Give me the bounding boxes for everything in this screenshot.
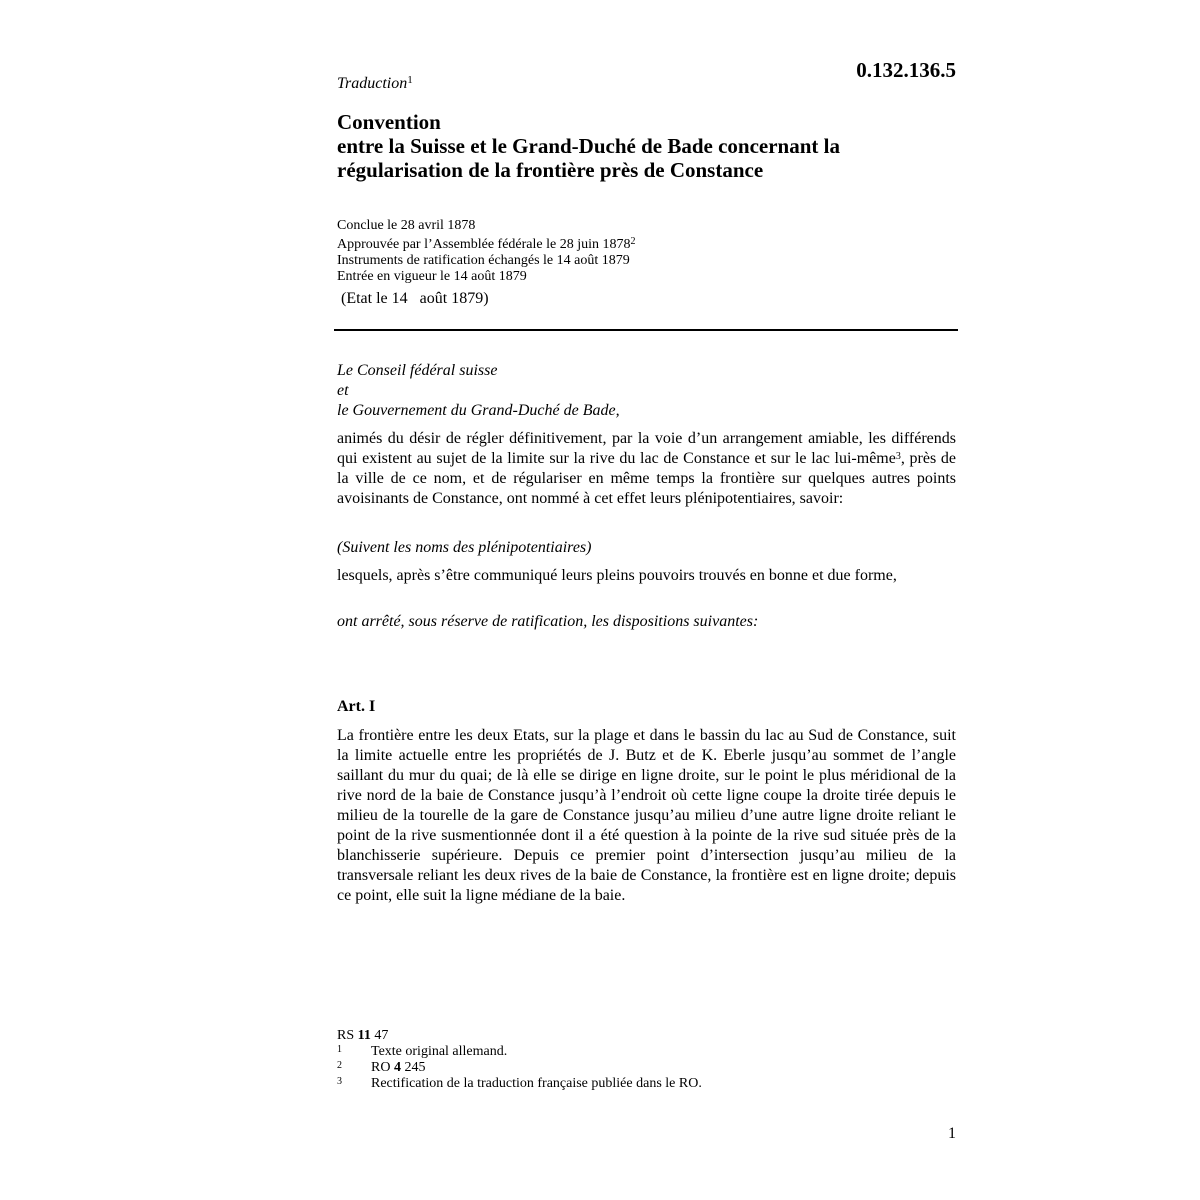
document-metadata [337,218,957,285]
preamble-plenipotentiaries: (Suivent les noms des plénipotentiaires) [337,539,592,556]
traduction-text: Traduction [337,75,408,92]
preamble-resolution: ont arrêté, sous réserve de ratification, les dispositions suivantes: [337,613,759,630]
title-line-3: régularisation de la frontière près de Constance [337,158,764,182]
footnote-1 [337,1044,957,1060]
meta-approuvee-text: Approuvée par l’Assemblée fédérale le 28 juin 1878 [337,237,631,252]
meta-entree: Entrée en vigueur le 14 août 1879 [337,269,527,284]
footnote-ref-2: 2 [630,236,636,247]
page-number: 1 [948,1125,956,1142]
footnote-text: Rectification de la traduction française publiée dans le RO. [371,1076,702,1091]
article-1-body: La frontière entre les deux Etats, sur la plage et dans le bassin du lac au Sud de Constance, suit la limite actuelle entre les propriétés de J. Butz et de K. Eberle jusqu’au sommet de l’angle saillant du mur du quai; de là elle se dirige en ligne droite, sur le point le plus méridional de la rive nord de la baie de Constance jusqu’à l’endroit où cette ligne coupe la droite tirée depuis le milieu de la tourelle de la gare de Constance jusqu’au milieu d’une autre ligne droite reliant le point de la rive susmentionnée dont il a été question à la pointe de la rive sud située près de la blanchisserie supérieure. Depuis ce premier point d’intersection jusqu’au milieu de la transversale reliant les deux rives de la baie de Constance, la frontière est en ligne droite; depuis ce point, elle suit la ligne médiane de la baie. [337,727,956,904]
footnote-number: 2 [337,1060,342,1071]
rs-prefix: RS [337,1028,355,1043]
ro-page: 245 [404,1060,426,1075]
document-title [337,110,957,182]
footnote-rs-reference [337,1027,957,1044]
party-conjunction: et [337,382,349,399]
party-swiss: Le Conseil fédéral suisse [337,362,498,379]
ro-volume: 4 [393,1060,401,1075]
title-line-2: entre la Suisse et le Grand-Duché de Bade concernant la [337,134,840,158]
footnote-text: Texte original allemand. [371,1044,508,1059]
state-date: (Etat le 14 août 1879) [341,290,489,307]
footnote-text [371,1060,957,1076]
ro-prefix: RO [371,1060,391,1075]
preamble-p1-after: , près de la ville de ce nom, et de régulariser en même temps la frontière sur quelques autres points avoisinants de Constance, ont nommé à cet effet leurs plénipotentiaires, savoir: [337,450,956,507]
rs-volume: 11 [357,1028,371,1043]
rs-page: 47 [374,1028,389,1043]
article-1-heading: Art. I [337,698,376,715]
footnote-ref-3: 3 [895,451,901,462]
preamble-parties [337,361,957,421]
title-line-1: Convention [337,110,441,134]
preamble-p1-before: animés du désir de régler définitivement, par la voie d’un arrangement amiable, les différends qui existent au sujet de la limite sur la rive du lac de Constance et sur le lac lui-même [337,430,956,467]
footnote-number: 1 [337,1044,342,1055]
traduction-label [337,74,413,93]
rs-number: 0.132.136.5 [856,58,956,82]
footnote-2 [337,1060,957,1076]
party-baden: le Gouvernement du Grand-Duché de Bade, [337,402,620,419]
meta-conclue: Conclue le 28 avril 1878 [337,218,476,233]
header-divider [334,329,958,331]
footnotes [337,1027,957,1092]
footnote-3 [337,1076,957,1092]
footnote-number: 3 [337,1076,342,1087]
meta-instruments: Instruments de ratification échangés le 14 août 1879 [337,253,630,268]
preamble-paragraph-2: lesquels, après s’être communiqué leurs pleins pouvoirs trouvés en bonne et due forme, [337,567,897,584]
preamble-paragraph-1 [337,429,956,509]
meta-approuvee [337,234,957,253]
footnote-ref-1: 1 [407,74,413,86]
